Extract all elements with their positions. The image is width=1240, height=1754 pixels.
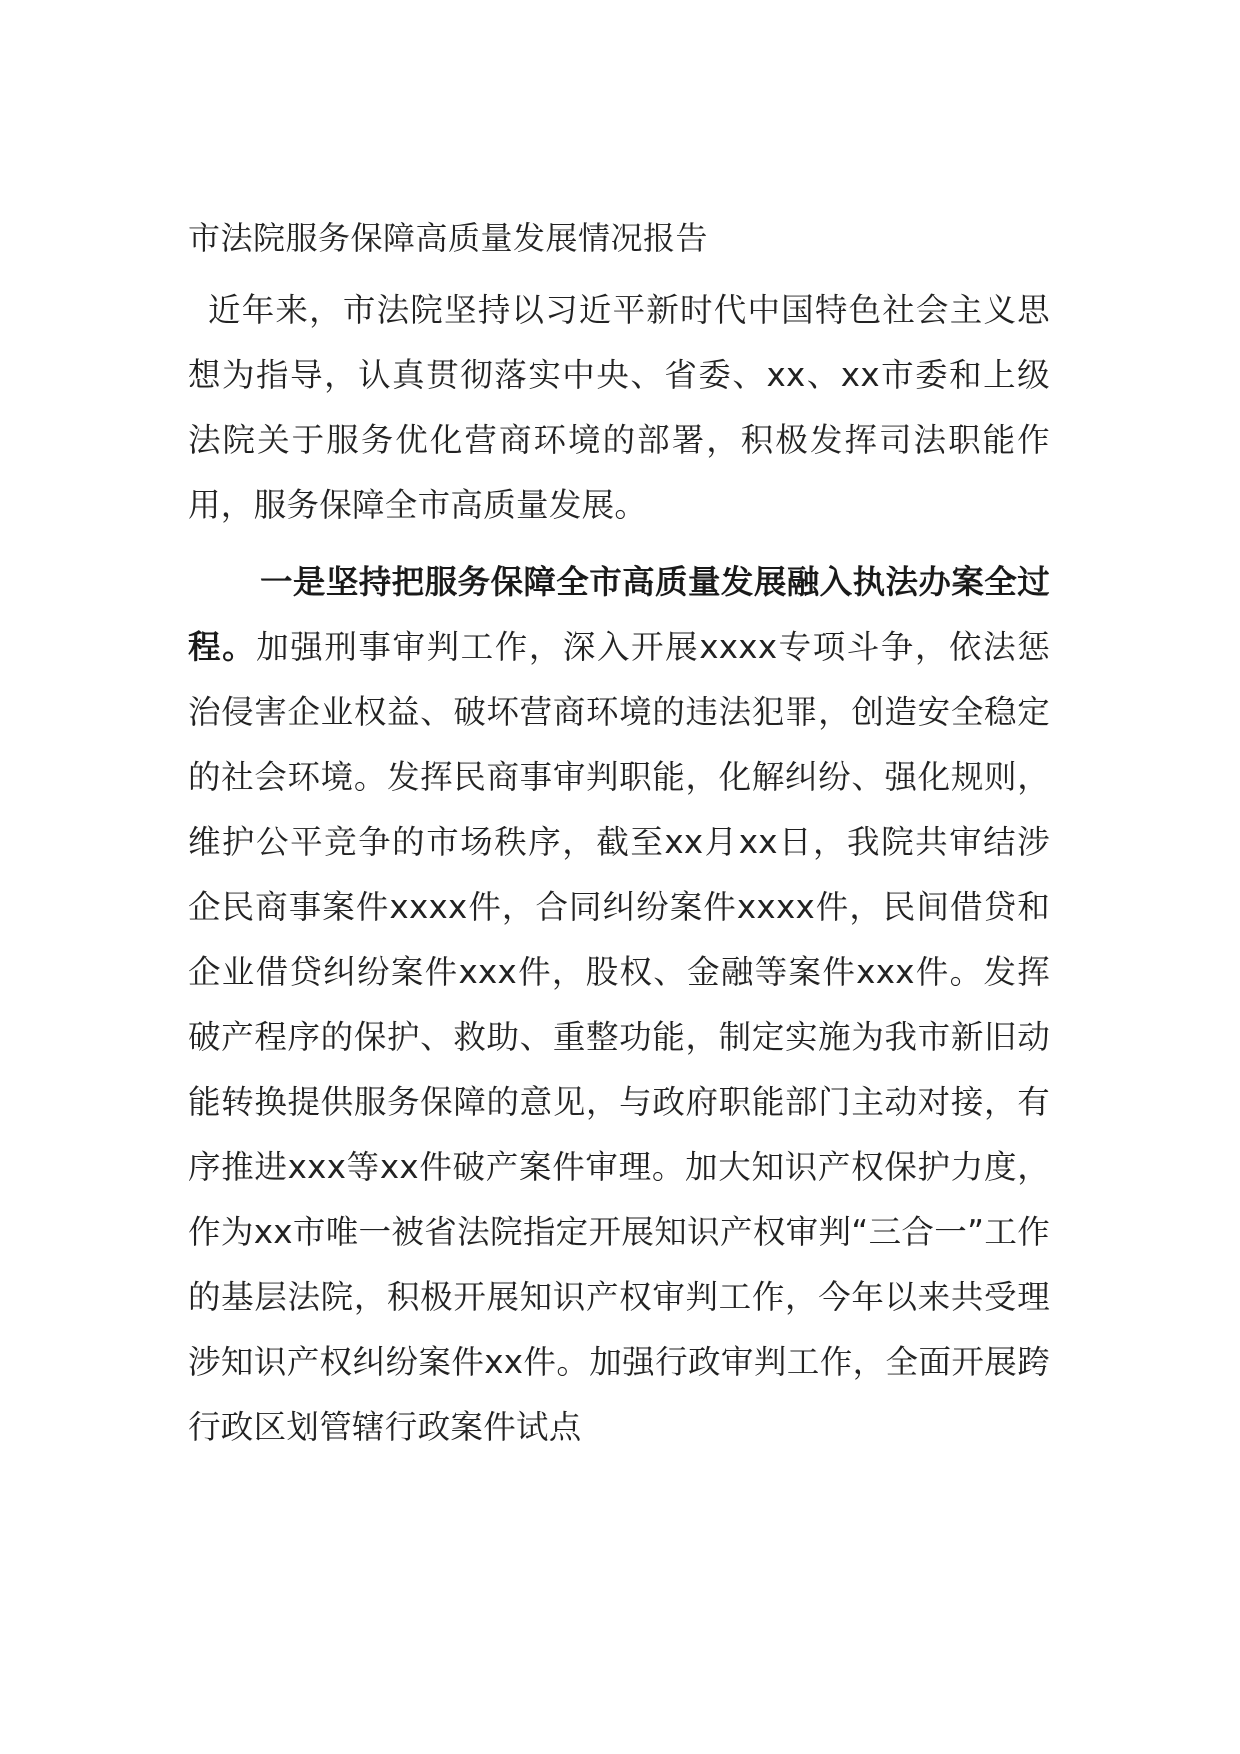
- section-paragraph: [188, 550, 1050, 1460]
- document-title: 市法院服务保障高质量发展情况报告: [188, 219, 709, 257]
- section-lead-sentence: 一是坚持把服务保障全市高质量发展融入执法办案全过程。: [188, 563, 1050, 666]
- document-body: [188, 216, 1050, 1460]
- section-body-text: 加强刑事审判工作，深入开展xxxx专项斗争，依法惩治侵害企业权益、破坏营商环境的违法犯罪，创造安全稳定的社会环境。发挥民商事审判职能，化解纠纷、强化规则，维护公平竞争的市场秩序，截至xx月xx日，我院共审结涉企民商事案件xxxx件，合同纠纷案件xxxx件，民间借贷和企业借贷纠纷案件xxx件，股权、金融等案件xxx件。发挥破产程序的保护、救助、重整功能，制定实施为我市新旧动能转换提供服务保障的意见，与政府职能部门主动对接，有序推进xxx等xx件破产案件审理。加大知识产权保护力度，作为xx市唯一被省法院指定开展知识产权审判“三合一”工作的基层法院，积极开展知识产权审判工作，今年以来共受理涉知识产权纠纷案件xx件。加强行政审判工作，全面开展跨行政区划管辖行政案件试点: [188, 628, 1050, 1446]
- intro-paragraph: 近年来，市法院坚持以习近平新时代中国特色社会主义思想为指导，认真贯彻落实中央、省委、xx、xx市委和上级法院关于服务优化营商环境的部署，积极发挥司法职能作用，服务保障全市高质量发展。: [188, 291, 1050, 524]
